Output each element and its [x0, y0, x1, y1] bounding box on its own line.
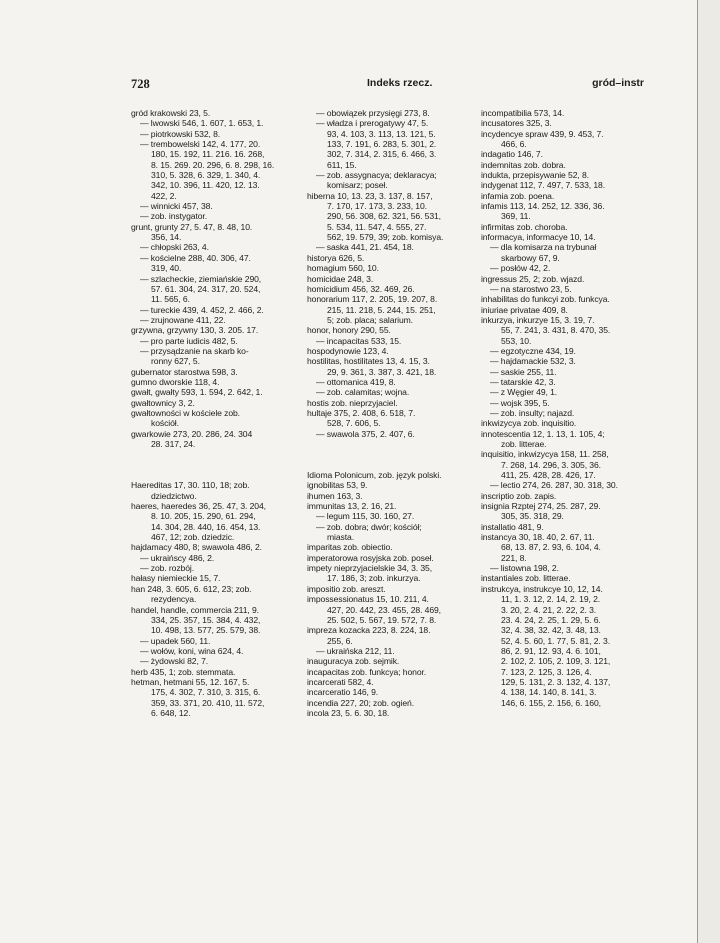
index-continuation-line: 562, 19. 579, 39; zob. komisya. [327, 232, 444, 243]
index-subentry: — lectio 274, 26. 287, 30. 318, 30. [490, 480, 618, 491]
index-subentry: — dla komisarza na trybunał [490, 242, 597, 253]
index-continuation-line: 11, 1. 3. 12, 2. 14, 2. 19, 2. [501, 594, 601, 605]
section-gap [307, 460, 475, 470]
index-entry: indygenat 112, 7. 497, 7. 533, 18. [481, 180, 606, 191]
index-continuation-line: 290, 56. 308, 62. 321, 56. 531, [327, 211, 441, 222]
index-continuation-line: 11. 565, 6. [151, 294, 190, 305]
index-subentry: — egzotyczne 434, 19. [490, 345, 576, 356]
index-entry: incydencye spraw 439, 9. 453, 7. [481, 128, 604, 139]
index-continuation-line: 553, 10. [501, 335, 532, 346]
index-entry: grzywna, grzywny 130, 3. 205. 17. [131, 325, 259, 336]
index-continuation-line: 129, 5. 131, 2. 3. 132, 4. 137, [501, 676, 611, 687]
index-subentry: — legum 115, 30. 160, 27. [316, 511, 415, 522]
index-entry: incapacitas zob. funkcya; honor. [307, 666, 427, 677]
index-entry: incendia 227, 20; zob. ogień. [307, 697, 414, 708]
index-entry: insignia Rzptej 274, 25. 287, 29. [481, 501, 601, 512]
index-continuation-line: rezydencya. [151, 594, 197, 605]
index-subentry: — pro parte iudicis 482, 5. [140, 335, 238, 346]
index-subentry: — wołów, koni, wina 624, 4. [140, 645, 244, 656]
index-entry: hospodynowie 123, 4. [307, 345, 389, 356]
index-subentry: — listowna 198, 2. [490, 563, 559, 574]
index-continuation-line: 14. 304, 28. 440, 16. 454, 13. [151, 521, 261, 532]
index-subentry: — ottomanica 419, 8. [316, 376, 396, 387]
index-subentry: — swawola 375, 2. 407, 6. [316, 428, 415, 439]
index-continuation-line: ronny 627, 5. [151, 356, 200, 367]
index-subentry: — zob. dobra; dwór; kościół; [316, 521, 422, 532]
running-title: Indeks rzecz. [367, 77, 433, 89]
index-entry: homicidae 248, 3. [307, 273, 374, 284]
index-entry: honorarium 117, 2. 205, 19. 207, 8. [307, 294, 438, 305]
index-continuation-line: 4. 138, 14. 140, 8. 141, 3. [501, 687, 597, 698]
index-entry: gubernator starostwa 598, 3. [131, 366, 238, 377]
index-entry: incola 23, 5. 6. 30, 18. [307, 707, 390, 718]
index-entry: indagatio 146, 7. [481, 149, 543, 160]
index-entry: ingressus 25, 2; zob. wjazd. [481, 273, 585, 284]
index-entry: instantiales zob. litterae. [481, 573, 571, 584]
index-entry: gwarkowie 273, 20. 286, 24. 304 [131, 428, 253, 439]
index-entry: herb 435, 1; zob. stemmata. [131, 666, 236, 677]
index-continuation-line: 305, 35. 318, 29. [501, 511, 564, 522]
index-continuation-line: 8. 15. 269. 20. 296, 6. 8. 298, 16. [151, 159, 275, 170]
index-continuation-line: 427, 20. 442, 23. 455, 28. 469, [327, 604, 441, 615]
index-entry: iniuriae privatae 409, 8. [481, 304, 568, 315]
index-continuation-line: 2. 102, 2. 105, 2. 109, 3. 121, [501, 656, 611, 667]
index-continuation-line: 221, 8. [501, 552, 527, 563]
index-subentry: — zob. assygnacya; deklaracya; [316, 170, 437, 181]
index-subentry: — kościelne 288, 40. 306, 47. [140, 252, 251, 263]
index-subentry: — zob. rozbój. [140, 563, 195, 574]
index-continuation-line: 310, 5. 328, 6. 329, 1. 340, 4. [151, 170, 261, 181]
index-continuation-line: 342, 10. 396, 11. 420, 12. 13. [151, 180, 260, 191]
index-continuation-line: 319, 40. [151, 263, 182, 274]
index-continuation-line: 175, 4. 302, 7. 310, 3. 315, 6. [151, 687, 261, 698]
index-entry: incompatibilia 573, 14. [481, 108, 565, 118]
index-subentry: — posłów 42, 2. [490, 263, 551, 274]
index-continuation-line: 7. 170, 17. 173, 3. 233, 10. [327, 201, 427, 212]
index-continuation-line: 255, 6. [327, 635, 353, 646]
index-continuation-line: 29, 9. 361, 3. 387, 3. 421, 18. [327, 366, 437, 377]
index-continuation-line: 93, 4. 103, 3. 113, 13. 121, 5. [327, 128, 436, 139]
index-continuation-line: dziedzictwo. [151, 490, 197, 501]
index-entry: gwałtownicy 3, 2. [131, 397, 195, 408]
index-entry: infamis 113, 14. 252, 12. 336, 36. [481, 201, 605, 212]
section-gap [131, 449, 296, 470]
index-entry: hajdamacy 480, 8; swawola 486, 2. [131, 542, 262, 553]
index-continuation-line: 411, 25. 428, 28. 426, 17. [501, 470, 596, 481]
index-subentry: — z Węgier 49, 1. [490, 387, 558, 398]
index-continuation-line: 68, 13. 87, 2. 93, 6. 104, 4. [501, 542, 601, 553]
index-entry: gród krakowski 23, 5. [131, 108, 211, 118]
index-entry: hiberna 10, 13. 23, 3. 137, 8. 157, [307, 190, 433, 201]
index-column-2 [307, 108, 475, 718]
index-subentry: — chłopski 263, 4. [140, 242, 209, 253]
index-entry: inscriptio zob. zapis. [481, 490, 557, 501]
index-continuation-line: 25. 502, 5. 567, 19. 572, 7. 8. [327, 614, 437, 625]
index-subentry: — saska 441, 21. 454, 18. [316, 242, 414, 253]
index-entry: innotescentia 12, 1. 13, 1. 105, 4; [481, 428, 605, 439]
index-continuation-line: 359, 33. 371, 20. 410, 11. 572, [151, 697, 265, 708]
index-entry: ihumen 163, 3. [307, 490, 363, 501]
index-entry: incarcerati 582, 4. [307, 676, 374, 687]
index-entry: impossessionatus 15, 10. 211, 4. [307, 594, 429, 605]
index-continuation-line: 32, 4. 38, 32. 42, 3. 48, 13. [501, 625, 601, 636]
index-entry: impositio zob. areszt. [307, 583, 386, 594]
index-entry: impreza kozacka 223, 8. 224, 18. [307, 625, 431, 636]
index-continuation-line: 146, 6. 155, 2. 156, 6. 160, [501, 697, 601, 708]
index-entry: haeres, haeredes 36, 25. 47, 3. 204, [131, 501, 266, 512]
index-continuation-line: 302, 7. 314, 2. 315, 6. 466, 3. [327, 149, 437, 160]
index-entry: impety nieprzyjacielskie 34, 3. 35, [307, 563, 432, 574]
section-gap [131, 470, 296, 480]
index-entry: imperatorowa rosyjska zob. poseł. [307, 552, 434, 563]
index-entry: honor, honory 290, 55. [307, 325, 391, 336]
index-entry: incarceratio 146, 9. [307, 687, 379, 698]
index-entry: immunitas 13, 2. 16, 21. [307, 501, 397, 512]
index-continuation-line: 52, 4. 5. 60, 1. 77, 5. 81, 2. 3. [501, 635, 610, 646]
page-edge [698, 0, 720, 943]
index-entry: imparitas zob. obiectio. [307, 542, 393, 553]
index-entry: Haereditas 17, 30. 110, 18; zob. [131, 480, 250, 491]
index-continuation-line: 611, 15. [327, 159, 357, 170]
index-column-1 [131, 108, 296, 718]
index-entry: installatio 481, 9. [481, 521, 544, 532]
index-continuation-line: 23. 4. 24, 2. 25, 1. 29, 5. 6. [501, 614, 601, 625]
index-entry: inhabilitas do funkcyi zob. funkcya. [481, 294, 610, 305]
index-entry: gwałt, gwałty 593, 1. 594, 2. 642, 1. [131, 387, 263, 398]
index-entry: han 248, 3. 605, 6. 612, 23; zob. [131, 583, 252, 594]
index-entry: infamia zob. poena. [481, 190, 555, 201]
index-continuation-line: 7. 123, 2. 125, 3. 126, 4. [501, 666, 592, 677]
index-continuation-line: 422, 2. [151, 190, 177, 201]
index-continuation-line: 17. 186, 3; zob. inkurzya. [327, 573, 421, 584]
index-subentry: — lwowski 546, 1. 607, 1. 653, 1. [140, 118, 264, 129]
index-continuation-line: 215, 11. 218, 5. 244, 15. 251, [327, 304, 436, 315]
index-continuation-line: 7. 268, 14. 296, 3. 305, 36. [501, 459, 601, 470]
index-continuation-line: 86, 2. 91, 12. 93, 4. 6. 101, [501, 645, 601, 656]
index-subentry: — żydowski 82, 7. [140, 656, 209, 667]
index-continuation-line: 10. 498, 13. 577, 25. 579, 38. [151, 625, 261, 636]
index-continuation-line: 467, 12; zob. dziedzic. [151, 532, 235, 543]
index-continuation-line: miasta. [327, 532, 354, 543]
entry-range: gród–instr [592, 77, 644, 89]
index-entry: inquisitio, inkwizycya 158, 11. 258, [481, 449, 609, 460]
index-subentry: — tureckie 439, 4. 452, 2. 466, 2. [140, 304, 264, 315]
index-entry: homagium 560, 10. [307, 263, 379, 274]
index-continuation-line: 180, 15. 192, 11. 216. 16. 268, [151, 149, 265, 160]
index-subentry: — przysądzanie na skarb ko- [140, 345, 249, 356]
index-continuation-line: 369, 11. [501, 211, 531, 222]
index-entry: historya 626, 5. [307, 252, 365, 263]
index-subentry: — zrujnowane 411, 22. [140, 314, 226, 325]
index-subentry: — hajdamackie 532, 3. [490, 356, 576, 367]
index-entry: hultaje 375, 2. 408, 6. 518, 7. [307, 407, 416, 418]
index-continuation-line: 5. 534, 11. 547, 4. 555, 27. [327, 221, 427, 232]
index-entry: incusatores 325, 3. [481, 118, 552, 129]
index-subentry: — upadek 560, 11. [140, 635, 211, 646]
index-subentry: — zob. calamitas; wojna. [316, 387, 410, 398]
index-subentry: — ukraińska 212, 11. [316, 645, 395, 656]
index-entry: informacya, informacye 10, 14. [481, 232, 596, 243]
index-entry: hetman, hetmani 55, 12. 167, 5. [131, 676, 250, 687]
index-entry: Idioma Polonicum, zob. język polski. [307, 470, 442, 481]
index-continuation-line: 528, 7. 606, 5. [327, 418, 381, 429]
index-entry: grunt, grunty 27, 5. 47, 8. 48, 10. [131, 221, 253, 232]
index-subentry: — na starostwo 23, 5. [490, 283, 572, 294]
index-continuation-line: komisarz; poseł. [327, 180, 388, 191]
page-number: 728 [131, 77, 150, 91]
index-entry: inauguracya zob. sejmik. [307, 656, 400, 667]
index-entry: hostis zob. nieprzyjaciel. [307, 397, 398, 408]
index-subentry: — saskie 255, 11. [490, 366, 557, 377]
index-entry: gwałtowności w kościele zob. [131, 407, 240, 418]
index-continuation-line: 356, 14. [151, 232, 182, 243]
index-continuation-line: 57. 61. 304, 24. 317, 20. 524, [151, 283, 261, 294]
index-entry: hostilitas, hostilitates 13, 4. 15, 3. [307, 356, 430, 367]
index-column-3 [481, 108, 649, 708]
index-subentry: — obowiązek przysięgi 273, 8. [316, 108, 430, 118]
index-subentry: — winnicki 457, 38. [140, 201, 213, 212]
index-entry: hałasy niemieckie 15, 7. [131, 573, 221, 584]
index-continuation-line: 334, 25. 357, 15. 384, 4. 432, [151, 614, 261, 625]
index-subentry: — piotrkowski 532, 8. [140, 128, 221, 139]
index-subentry: — incapacitas 533, 15. [316, 335, 402, 346]
index-subentry: — wojsk 395, 5. [490, 397, 550, 408]
index-subentry: — zob. insulty; najazd. [490, 407, 575, 418]
index-subentry: — trembowelski 142, 4. 177, 20. [140, 139, 261, 150]
index-entry: handel, handle, commercia 211, 9. [131, 604, 259, 615]
index-subentry: — szlacheckie, ziemiańskie 290, [140, 273, 262, 284]
index-entry: inkurzya, inkurzye 15, 3. 19, 7. [481, 314, 595, 325]
index-continuation-line: zob. litterae. [501, 439, 547, 449]
index-continuation-line: 55, 7. 241, 3. 431, 8. 470, 35. [501, 325, 611, 336]
page-edge-rule [697, 0, 698, 943]
section-gap [307, 439, 475, 460]
index-entry: instancya 30, 18. 40, 2. 67, 11. [481, 532, 595, 543]
index-continuation-line: 5; zob. placa; salarium. [327, 314, 413, 325]
index-continuation-line: 8. 10. 205, 15. 290, 61. 294, [151, 511, 256, 522]
index-entry: gumno dworskie 118, 4. [131, 376, 220, 387]
index-continuation-line: 466, 6. [501, 139, 527, 150]
index-entry: inkwizycya zob. inquisitio. [481, 418, 577, 429]
index-entry: infirmitas zob. choroba. [481, 221, 568, 232]
index-continuation-line: skarbowy 67, 9. [501, 252, 560, 263]
index-continuation-line: 133, 7. 191, 6. 283, 5. 301, 2. [327, 139, 437, 150]
index-subentry: — władza i prerogatywy 47, 5. [316, 118, 429, 129]
index-subentry: — ukraińscy 486, 2. [140, 552, 215, 563]
index-entry: homicidium 456, 32. 469, 26. [307, 283, 415, 294]
index-entry: indemnitas zob. dobra. [481, 159, 566, 170]
index-entry: indukta, przepisywanie 52, 8. [481, 170, 589, 181]
index-continuation-line: 3. 20, 2. 4. 21, 2. 22, 2. 3. [501, 604, 597, 615]
index-entry: ignobilitas 53, 9. [307, 480, 368, 491]
running-header [0, 77, 720, 93]
index-subentry: — zob. instygator. [140, 211, 207, 222]
index-continuation-line: kościół. [151, 418, 179, 429]
index-continuation-line: 28. 317, 24. [151, 439, 196, 449]
index-continuation-line: 6. 648, 12. [151, 707, 191, 718]
index-subentry: — tatarskie 42, 3. [490, 376, 556, 387]
index-entry: instrukcya, instrukcye 10, 12, 14. [481, 583, 603, 594]
